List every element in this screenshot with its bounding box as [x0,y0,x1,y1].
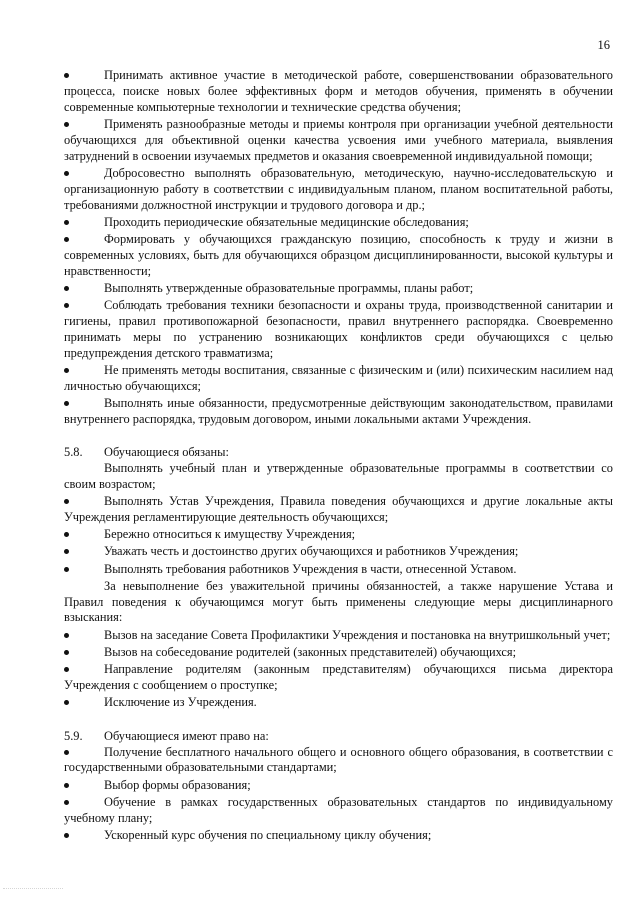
bullet-icon [64,650,69,655]
list-item: Проходить периодические обязательные медицинские обследования; [64,215,613,231]
bullet-icon [64,401,69,406]
list-item: Исключение из Учреждения. [64,695,613,711]
bullet-icon [64,700,69,705]
list-item: Выполнять иные обязанности, предусмотренные действующим законодательством, правилами внутреннего распорядка, трудовым договором, иными локальными актами Учреждения. [64,395,613,426]
scan-artifact [3,888,63,891]
bullet-icon [64,286,69,291]
list-item: Применять разнообразные методы и приемы контроля при организации учебной деятельности обучающихся для объективной оценки качества усвоения ими учебного материала, выявления затруднений в освоении изучаемых предметов и оказания своевременной индивидуальной помощи; [64,116,613,163]
list-item: Обучение в рамках государственных образовательных стандартов по индивидуальному учебному плану; [64,794,613,825]
bullet-icon [64,220,69,225]
section-heading-5-9: 5.9. Обучающиеся имеют право на: [64,728,269,743]
list-item: Бережно относиться к имуществу Учреждения; [64,527,613,543]
list-item: Выполнять утвержденные образовательные программы, планы работ; [64,281,613,297]
list-item: Ускоренный курс обучения по специальному циклу обучения; [64,828,613,844]
duties-list [64,68,613,427]
bullet-icon [64,750,69,755]
penalty-paragraph: За невыполнение без уважительной причины обязанностей, а также нарушение Устава и Правил поведения к обучающимся могут быть применены следующие меры дисциплинарного взыскания: [64,578,613,625]
list-item: Не применять методы воспитания, связанные с физическим и (или) психическим насилием над личностью обучающихся; [64,362,613,393]
list-item: Выбор формы образования; [64,778,613,794]
bullet-icon [64,303,69,308]
bullet-icon [64,237,69,242]
list-item: Вызов на собеседование родителей (законных представителей) обучающихся; [64,645,613,661]
section-heading-5-8: 5.8. Обучающиеся обязаны: [64,445,229,460]
bullet-icon [64,171,69,176]
bullet-icon [64,633,69,638]
list-item: Направление родителям (законным представителям) обучающихся письма директора Учреждения с сообщением о проступке; [64,661,613,692]
bullet-icon [64,667,69,672]
list-item: Получение бесплатного начального общего и основного общего образования, в соответствии с государственными образовательными стандартами; [64,744,613,775]
bullet-icon [64,783,69,788]
bullet-icon [64,567,69,572]
list-item: Принимать активное участие в методической работе, совершенствовании образовательного процесса, поиске новых более эффективных форм и методов обучения, применять в обучении современные компьютерные технологии и технические средства обучения; [64,68,613,114]
list-item: Соблюдать требования техники безопасности и охраны труда, производственной санитарии и гигиены, правил противопожарной безопасности, правил внутреннего распорядка. Своевременно принимать меры по устранению возникающих конфликтов среди обучающихся с целью предупреждения детского травматизма; [64,297,613,360]
bullet-icon [64,368,69,373]
bullet-icon [64,122,69,127]
document-body [64,68,613,845]
list-item: Выполнять Устав Учреждения, Правила поведения обучающихся и другие локальные акты Учреждения регламентирующие деятельность обучающихся; [64,494,613,525]
bullet-icon [64,833,69,838]
list-item: Формировать у обучающихся гражданскую позицию, способность к труду и жизни в современных условиях, быть для обучающихся образцом дисциплинированности, высокой культуры и нравственности; [64,231,613,278]
list-item: Вызов на заседание Совета Профилактики Учреждения и постановка на внутришкольный учет; [64,628,613,644]
list-item: Выполнять требования работников Учреждения в части, отнесенной Уставом. [64,562,613,578]
page-number: 16 [597,38,610,52]
bullet-icon [64,532,69,537]
list-item: Добросовестно выполнять образовательную, методическую, научно-исследовательскую и организационную работу в соответствии с индивидуальным планом, планом воспитательной работы, требованиями должностной инструкции и трудового договора и др.; [64,165,613,212]
bullet-icon [64,499,69,504]
section-intro: Выполнять учебный план и утвержденные образовательные программы в соответствии со своим возрастом; [64,461,613,492]
bullet-icon [64,800,69,805]
list-item: Уважать честь и достоинство других обучающихся и работников Учреждения; [64,544,613,560]
bullet-icon [64,73,69,78]
bullet-icon [64,549,69,554]
